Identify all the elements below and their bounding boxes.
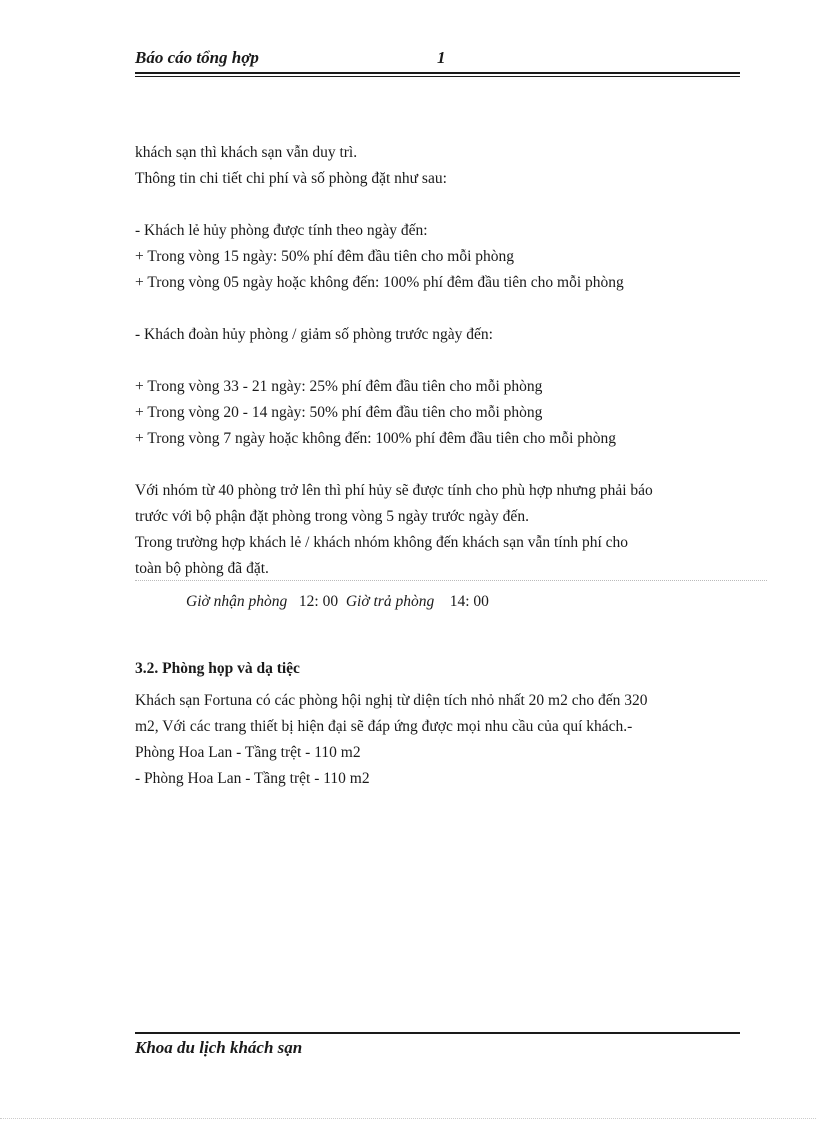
text-line: Khách sạn Fortuna có các phòng hội nghị từ diện tích nhỏ nhất 20 m2 cho đến 320 [135, 692, 648, 709]
text-line: Với nhóm từ 40 phòng trở lên thì phí hủy sẽ được tính cho phù hợp nhưng phải báo [135, 482, 653, 499]
footer-text: Khoa du lịch khách sạn [135, 1038, 303, 1057]
body-text [135, 140, 735, 582]
blank-line [135, 452, 735, 478]
text-line: - Phòng Hoa Lan - Tầng trệt - 110 m2 [135, 770, 370, 787]
checkin-time: 12: 00 [298, 593, 339, 610]
checkout-label: Giờ trả phòng [345, 593, 435, 610]
text-line: Trong trường hợp khách lẻ / khách nhóm không đến khách sạn vẫn tính phí cho [135, 534, 629, 551]
text-line: + Trong vòng 33 - 21 ngày: 25% phí đêm đầu tiên cho mỗi phòng [135, 378, 543, 395]
text-line: + Trong vòng 20 - 14 ngày: 50% phí đêm đầu tiên cho mỗi phòng [135, 404, 543, 421]
dotted-divider [135, 580, 767, 581]
header-divider-thick [135, 72, 740, 74]
blank-line [135, 192, 735, 218]
page-header [135, 48, 740, 72]
page-bottom-divider [0, 1118, 816, 1119]
section-heading: 3.2. Phòng họp và dạ tiệc [135, 660, 300, 677]
text-line: toàn bộ phòng đã đặt. [135, 560, 269, 577]
text-line: m2, Với các trang thiết bị hiện đại sẽ đáp ứng được mọi nhu cầu của quí khách.- [135, 718, 633, 735]
header-title: Báo cáo tổng hợp [135, 48, 259, 67]
text-line: Thông tin chi tiết chi phí và số phòng đặt như sau: [135, 170, 447, 187]
text-line: Phòng Hoa Lan - Tầng trệt - 110 m2 [135, 744, 361, 761]
text-line: trước với bộ phận đặt phòng trong vòng 5 ngày trước ngày đến. [135, 508, 529, 525]
text-line: - Khách lẻ hủy phòng được tính theo ngày đến: [135, 222, 428, 239]
checkin-label: Giờ nhận phòng [186, 593, 288, 610]
footer-divider [135, 1032, 740, 1034]
text-line: - Khách đoàn hủy phòng / giảm số phòng trước ngày đến: [135, 326, 493, 343]
text-line: khách sạn thì khách sạn vẫn duy trì. [135, 144, 358, 161]
page-number: 1 [437, 48, 446, 67]
meeting-rooms-section [135, 656, 735, 792]
checkout-time: 14: 00 [449, 593, 489, 610]
checkin-times [186, 589, 489, 615]
blank-line [135, 296, 735, 322]
text-line: + Trong vòng 15 ngày: 50% phí đêm đầu tiên cho mỗi phòng [135, 248, 515, 265]
header-divider-thin [135, 76, 740, 77]
text-line: + Trong vòng 7 ngày hoặc không đến: 100% phí đêm đầu tiên cho mỗi phòng [135, 430, 617, 447]
blank-line [135, 348, 735, 374]
text-line: + Trong vòng 05 ngày hoặc không đến: 100% phí đêm đầu tiên cho mỗi phòng [135, 274, 624, 291]
